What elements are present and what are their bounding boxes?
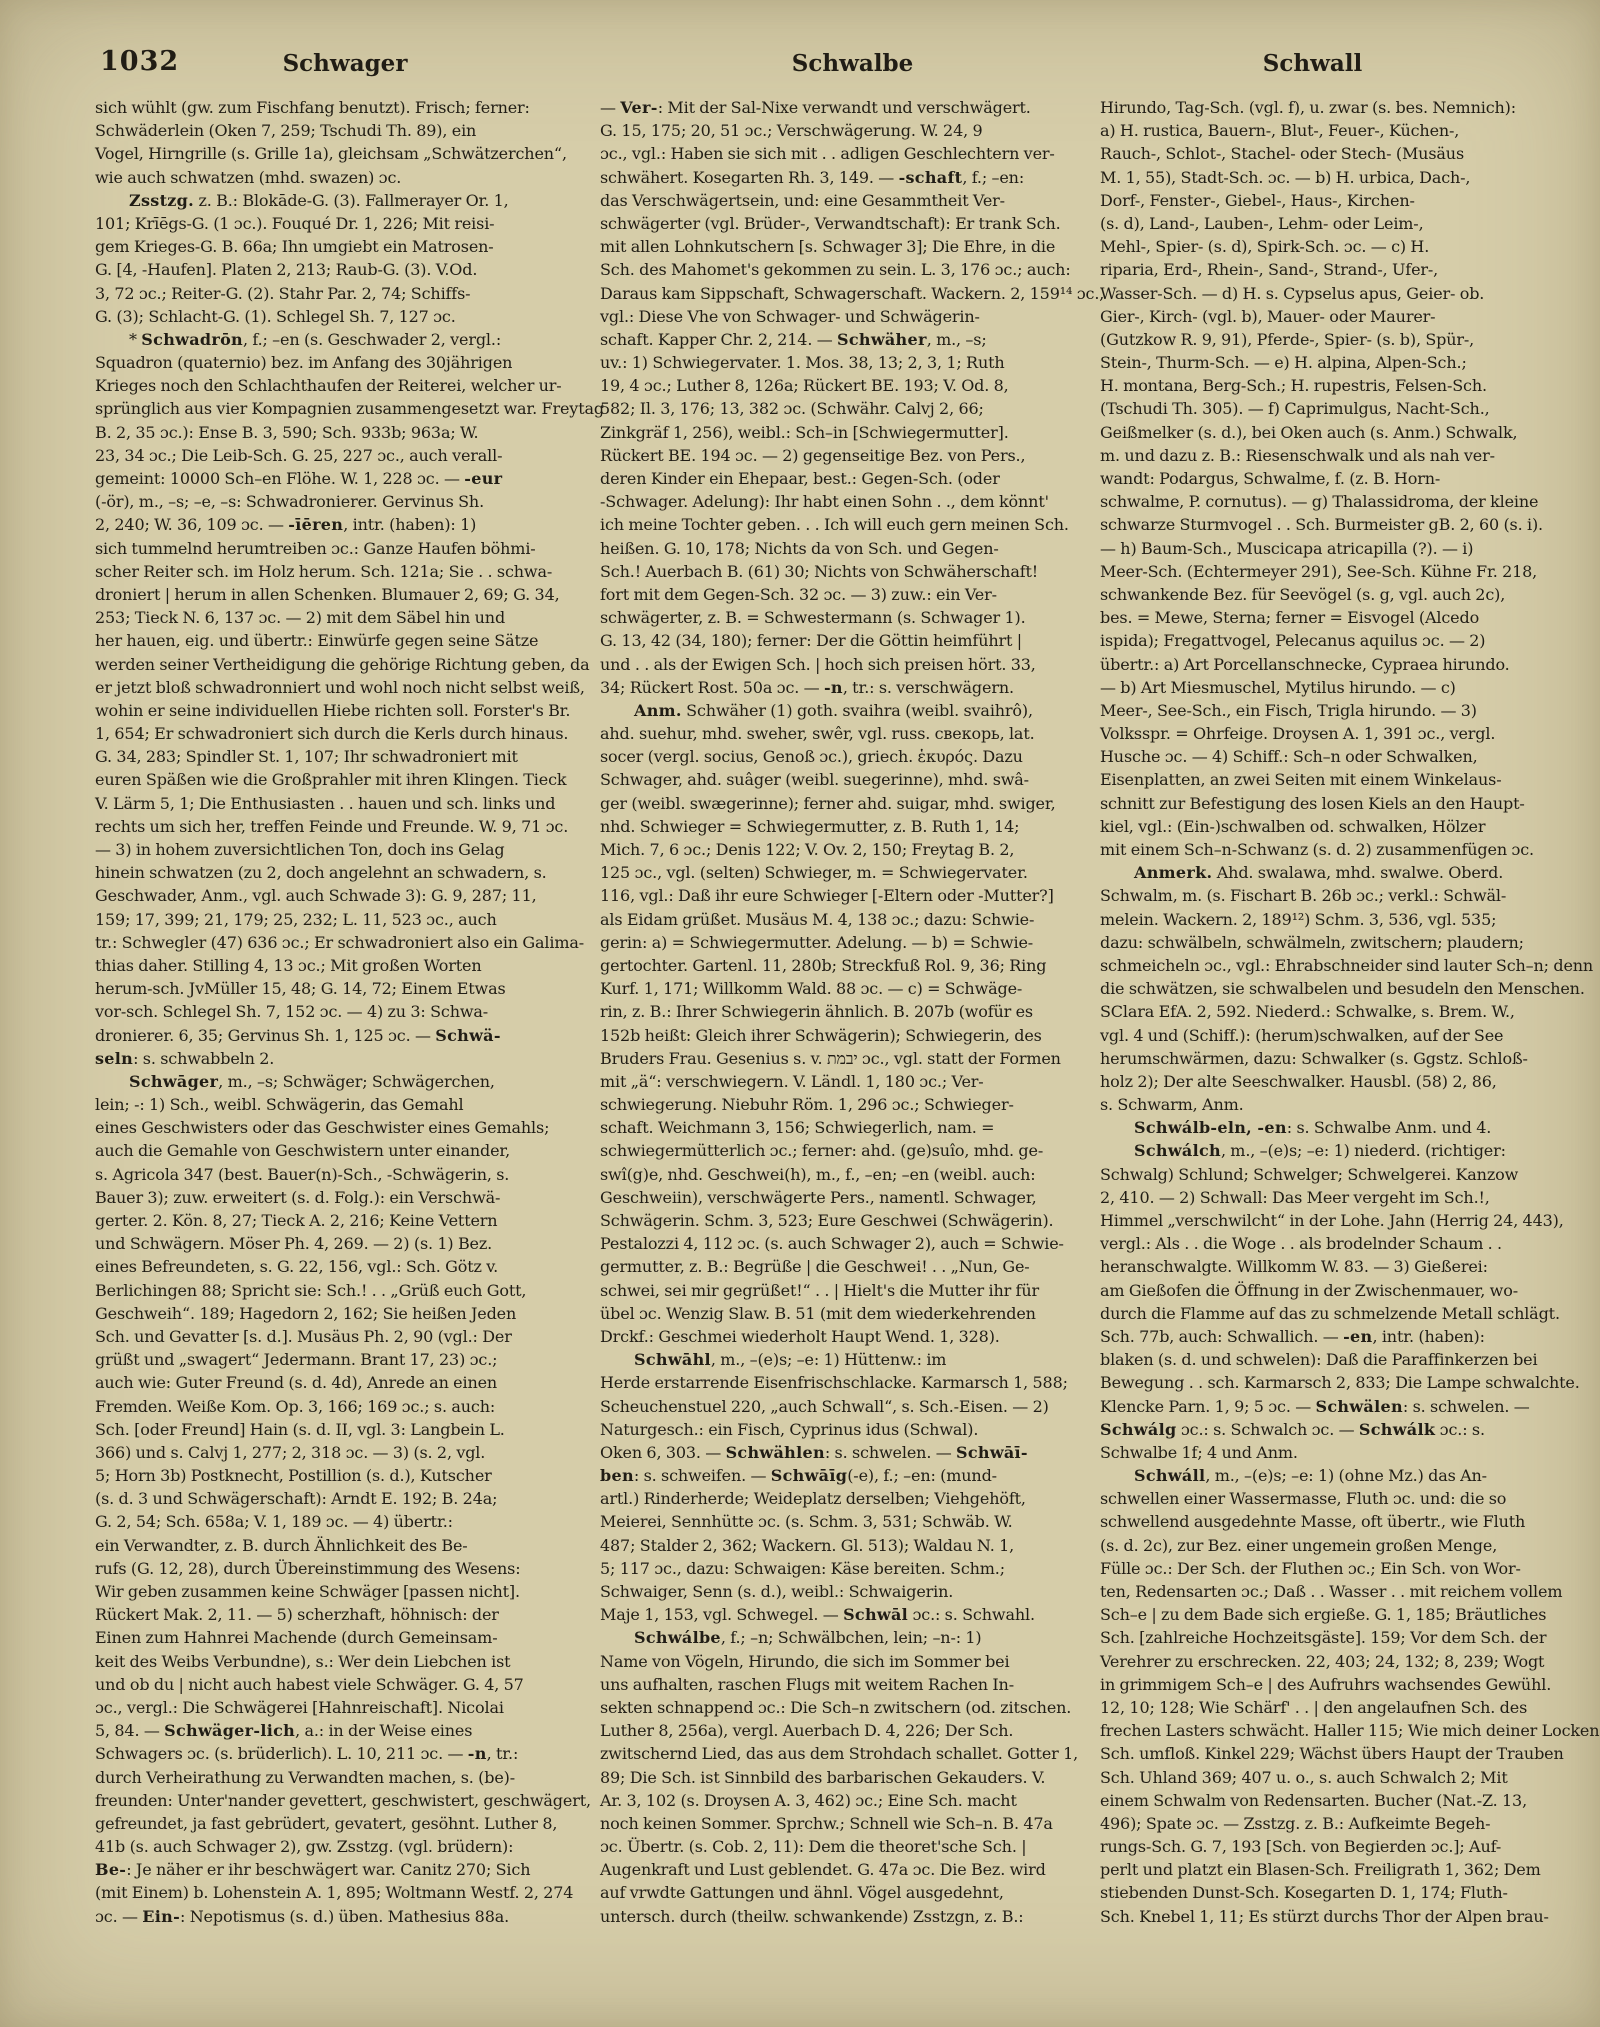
text-line: — h) Baum-Sch., Muscicapa atricapilla (?). — i) — [1100, 538, 1474, 558]
text-line: (s. d), Land-, Lauben-, Lehm- oder Leim-, — [1100, 213, 1424, 233]
text-line: (Gutzkow R. 9, 91), Pferde-, Spier- (s. b), Spür-, — [1100, 329, 1475, 349]
page-number: 1032 — [100, 46, 180, 77]
text-line: die schwätzen, sie schwalbelen und besudeln den Menschen. — [1100, 979, 1585, 999]
text-line: sich wühlt (gw. zum Fischfang benutzt). Frisch; ferner: — [95, 98, 530, 117]
text-line: H. montana, Berg-Sch.; H. rupestris, Felsen-Sch. — [1100, 376, 1487, 396]
text-line: ispida); Fregattvogel, Pelecanus aquilus ɔc. — 2) — [1100, 631, 1486, 651]
text-line: Pestalozzi 4, 112 ɔc. (s. auch Schwager 2), auch = Schwie- — [600, 1234, 1064, 1254]
text-line: Rückert Mak. 2, 11. — 5) scherzhaft, höhnisch: der — [95, 1605, 499, 1625]
text-line: Luther 8, 256a), vergl. Auerbach D. 4, 226; Der Sch. — [600, 1721, 1014, 1741]
text-column-middle — [600, 96, 1105, 1928]
text-line: uns aufhalten, raschen Flugs mit weitem Rachen In- — [600, 1674, 1014, 1694]
text-column-left — [95, 96, 604, 1928]
text-line: Naturgesch.: ein Fisch, Cyprinus idus (Schwal). — [600, 1419, 979, 1439]
column-header-schwalbe: Schwalbe — [791, 50, 914, 77]
text-line: Herde erstarrende Eisenfrischschlacke. Karmarsch 1, 588; — [600, 1373, 1068, 1393]
text-line: droniert | herum in allen Schenken. Blumauer 2, 69; G. 34, — [95, 584, 560, 604]
text-line: hinein schwatzen (zu 2, doch angelehnt an schwadern, s. — [95, 863, 547, 883]
text-line: * Schwadrōn, f.; –en (s. Geschwader 2, vergl.: — [129, 329, 502, 349]
text-line: heißen. G. 10, 178; Nichts da von Sch. und Gegen- — [600, 538, 999, 558]
text-line: auf vrwdte Gattungen und ähnl. Vögel ausgedehnt, — [600, 1883, 1004, 1903]
text-line: schwägerter, z. B. = Schwestermann (s. Schwager 1). — [600, 608, 1026, 628]
text-line: untersch. durch (theilw. schwankende) Zsstzgn, z. B.: — [600, 1906, 1024, 1926]
text-line: ten, Redensarten ɔc.; Daß . . Wasser . . mit reichem vollem — [1100, 1582, 1563, 1601]
text-line: Schwagers ɔc. (s. brüderlich). L. 10, 211 ɔc. — -n, tr.: — [95, 1744, 519, 1764]
text-line: vor-sch. Schlegel Sh. 7, 152 ɔc. — 4) zu 3: Schwa- — [95, 1002, 489, 1022]
text-line: als Eidam grüßet. Musäus M. 4, 138 ɔc.; dazu: Schwie- — [600, 909, 1035, 929]
text-line: SClara EfA. 2, 592. Niederd.: Schwalke, s. Brem. W., — [1100, 1002, 1515, 1022]
text-line: herum-sch. JvMüller 15, 48; G. 14, 72; Einem Etwas — [95, 979, 506, 999]
text-line: durch die Flamme auf das zu schmelzende Metall schlägt. — [1100, 1303, 1560, 1323]
text-line: noch keinen Sommer. Sprchw.; Schnell wie Sch–n. B. 47a — [600, 1813, 1053, 1833]
text-line: Hirundo, Tag-Sch. (vgl. f), u. zwar (s. bes. Nemnich): — [1100, 98, 1516, 117]
text-line: 253; Tieck N. 6, 137 ɔc. — 2) mit dem Säbel hin und — [95, 608, 506, 628]
text-line: dazu: schwälbeln, schwälmeln, zwitschern; plaudern; — [1100, 932, 1524, 952]
text-line: G. (3); Schlacht-G. (1). Schlegel Sh. 7, 127 ɔc. — [95, 306, 456, 326]
text-line: perlt und platzt ein Blasen-Sch. Freiligrath 1, 362; Dem — [1100, 1860, 1541, 1880]
text-line: das Verschwägertsein, und: eine Gesammtheit Ver- — [600, 190, 1005, 210]
text-line: herumschwärmen, dazu: Schwalker (s. Ggstz. Schloß- — [1100, 1048, 1528, 1068]
text-line: ɔc., vergl.: Die Schwägerei [Hahnreischaft]. Nicolai — [95, 1697, 504, 1717]
text-line: gem Krieges-G. B. 66a; Ihn umgiebt ein Matrosen- — [95, 237, 494, 257]
text-line: Mich. 7, 6 ɔc.; Denis 122; V. Ov. 2, 150; Freytag B. 2, — [600, 840, 1015, 859]
text-line: zwitschernd Lied, das aus dem Strohdach schallet. Gotter 1, — [600, 1744, 1079, 1764]
text-line: Geschweih“. 189; Hagedorn 2, 162; Sie heißen Jeden — [95, 1303, 517, 1323]
text-line: 487; Stalder 2, 362; Wackern. Gl. 513); Waldau N. 1, — [600, 1535, 1015, 1555]
text-line: 116, vgl.: Daß ihr eure Schwieger [-Eltern oder -Mutter?] — [600, 886, 1054, 906]
text-line: her hauen, eig. und übertr.: Einwürfe gegen seine Sätze — [95, 631, 539, 651]
text-line: Schwäderlein (Oken 7, 259; Tschudi Th. 89), ein — [95, 121, 477, 141]
text-line: Be-: Je näher er ihr beschwägert war. Canitz 270; Sich — [95, 1860, 531, 1880]
text-line: G. [4, -Haufen]. Platen 2, 213; Raub-G. (3). V.Od. — [95, 260, 478, 280]
text-line: Geschweiin), verschwägerte Pers., namentl. Schwager, — [600, 1187, 1037, 1207]
text-line: Sch. [oder Freund] Hain (s. d. II, vgl. 3: Langbein L. — [95, 1419, 505, 1439]
text-line: Gier-, Kirch- (vgl. b), Mauer- oder Maurer- — [1100, 306, 1436, 326]
text-line: holz 2); Der alte Seeschwalker. Hausbl. (58) 2, 86, — [1100, 1071, 1497, 1091]
text-line: nhd. Schwieger = Schwiegermutter, z. B. Ruth 1, 14; — [600, 816, 1020, 836]
text-line: s. Schwarm, Anm. — [1100, 1095, 1244, 1115]
text-line: M. 1, 55), Stadt-Sch. ɔc. — b) H. urbica, Dach-, — [1100, 167, 1471, 187]
text-line: (mit Einem) b. Lohenstein A. 1, 895; Woltmann Westf. 2, 274 — [95, 1883, 574, 1903]
text-line: Rauch-, Schlot-, Stachel- oder Stech- (Musäus — [1100, 144, 1465, 164]
text-column-right — [1100, 96, 1600, 1928]
text-line: Zinkgräf 1, 256), weibl.: Sch–in [Schwiegermutter]. — [600, 422, 1009, 442]
text-line: übertr.: a) Art Porcellanschnecke, Cypraea hirundo. — [1100, 654, 1510, 674]
text-line: (s. d. 2c), zur Bez. einer ungemein großen Menge, — [1100, 1535, 1498, 1555]
text-line: einem Schwalm von Redensarten. Bucher (Nat.-Z. 13, — [1100, 1790, 1528, 1810]
text-line: sprünglich aus vier Kompagnien zusammengesetzt war. Freytag — [95, 399, 604, 419]
text-line: Drckf.: Geschmei wiederholt Haupt Wend. 1, 328). — [600, 1326, 1000, 1346]
text-line: scher Reiter sch. im Holz herum. Sch. 121a; Sie . . schwa- — [95, 561, 553, 581]
text-line: schaft. Kapper Chr. 2, 214. — Schwäher, m., –s; — [600, 329, 987, 349]
text-line: swî(g)e, nhd. Geschwei(h), m., f., –en; –en (weibl. auch: — [600, 1164, 1036, 1184]
text-line: und Schwägern. Möser Ph. 4, 269. — 2) (s. 1) Bez. — [95, 1234, 493, 1254]
text-line: vgl.: Diese Vhe von Schwager- und Schwägerin- — [600, 306, 980, 326]
text-line: schwankende Bez. für Seevögel (s. g, vgl. auch 2c), — [1100, 584, 1506, 604]
text-line: Zsstzg. z. B.: Blokāde-G. (3). Fallmerayer Or. 1, — [129, 190, 509, 210]
text-line: Meer-, See-Sch., ein Fisch, Trigla hirundo. — 3) — [1100, 700, 1477, 720]
text-line: eines Befreundeten, s. G. 22, 156, vgl.: Sch. Götz v. — [95, 1257, 499, 1277]
text-line: 2, 410. — 2) Schwall: Das Meer vergeht im Sch.!, — [1100, 1187, 1490, 1207]
text-line: auch die Gemahle von Geschwistern unter einander, — [95, 1141, 511, 1161]
text-line: er jetzt bloß schwadronniert und wohl noch nicht selbst weiß, — [95, 677, 585, 697]
text-line: Husche ɔc. — 4) Schiff.: Sch–n oder Schwalken, — [1100, 747, 1478, 767]
text-line: — 3) in hohem zuversichtlichen Ton, doch ins Gelag — [95, 840, 505, 859]
text-line: deren Kinder ein Ehepaar, best.: Gegen-Sch. (oder — [600, 469, 1000, 488]
text-line: Sch–e | zu dem Bade sich ergieße. G. 1, 185; Bräutliches — [1100, 1605, 1547, 1625]
text-line: 34; Rückert Rost. 50a ɔc. — -n, tr.: s. verschwägern. — [600, 677, 1014, 697]
text-line: m. und dazu z. B.: Riesenschwalk und als nah ver- — [1100, 445, 1495, 465]
text-line: Anmerk. Ahd. swalawa, mhd. swalwe. Oberd. — [1134, 863, 1504, 883]
text-line: Fülle ɔc.: Der Sch. der Fluthen ɔc.; Ein Sch. von Wor- — [1100, 1558, 1521, 1578]
text-line: freunden: Unter'nander gevettert, geschwistert, geschwägert, — [95, 1790, 591, 1810]
text-line: fort mit dem Gegen-Sch. 32 ɔc. — 3) zuw.: ein Ver- — [600, 584, 997, 604]
text-line: rungs-Sch. G. 7, 193 [Sch. von Begierden ɔc.]; Auf- — [1100, 1837, 1502, 1857]
text-line: Sch. Knebel 1, 11; Es stürzt durchs Thor der Alpen brau- — [1100, 1906, 1549, 1926]
text-line: Stein-, Thurm-Sch. — e) H. alpina, Alpen-Sch.; — [1100, 353, 1467, 373]
text-line: s. Agricola 347 (best. Bauer(n)-Sch., -Schwägerin, s. — [95, 1164, 510, 1184]
text-line: uv.: 1) Schwiegervater. 1. Mos. 38, 13; 2, 3, 1; Ruth — [600, 353, 1005, 373]
text-line: Sch.! Auerbach B. (61) 30; Nichts von Schwäherschaft! — [600, 561, 1039, 581]
text-line: Sch. des Mahomet's gekommen zu sein. L. 3, 176 ɔc.; auch: — [600, 260, 1071, 280]
text-line: Fremden. Weiße Kom. Op. 3, 166; 169 ɔc.; s. auch: — [95, 1396, 496, 1416]
text-line: Rückert BE. 194 ɔc. — 2) gegenseitige Bez. von Pers., — [600, 445, 1026, 465]
text-line: (Tschudi Th. 305). — f) Caprimulgus, Nacht-Sch., — [1100, 399, 1490, 419]
text-line: schnitt zur Befestigung des losen Kiels an den Haupt- — [1100, 793, 1525, 813]
text-line: 5; Horn 3b) Postknecht, Postillion (s. d.), Kutscher — [95, 1466, 492, 1486]
text-line: Sch. [zahlreiche Hochzeitsgäste]. 159; Vor dem Sch. der — [1100, 1628, 1547, 1648]
text-line: schmeicheln ɔc., vgl.: Ehrabschneider sind lauter Sch–n; denn — [1100, 955, 1594, 975]
text-line: Schwalg) Schlund; Schwelger; Schwelgerei. Kanzow — [1100, 1164, 1519, 1184]
text-line: schwarze Sturmvogel . . Sch. Burmeister gB. 2, 60 (s. i). — [1100, 515, 1543, 535]
text-line: Scheuchenstuel 220, „auch Schwall“, s. Sch.-Eisen. — 2) — [600, 1396, 1049, 1416]
text-line: schwellen einer Wassermasse, Fluth ɔc. und: die so — [1100, 1489, 1507, 1509]
text-line: 3, 72 ɔc.; Reiter-G. (2). Stahr Par. 2, 74; Schiffs- — [95, 283, 471, 303]
text-line: Kurf. 1, 171; Willkomm Wald. 88 ɔc. — c) = Schwäge- — [600, 979, 1023, 999]
text-line: Krieges noch den Schlachthaufen der Reiterei, welcher ur- — [95, 376, 562, 396]
text-line: werden seiner Vertheidigung die gehörige Richtung geben, da — [95, 654, 590, 674]
text-line: Schwálg ɔc.: s. Schwalch ɔc. — Schwálk ɔc.: s. — [1100, 1419, 1485, 1439]
text-line: rufs (G. 12, 28), durch Übereinstimmung des Wesens: — [95, 1558, 521, 1578]
text-line: blaken (s. d. und schwelen): Daß die Paraffinkerzen bei — [1100, 1350, 1538, 1370]
text-line: Ar. 3, 102 (s. Droysen A. 3, 462) ɔc.; Eine Sch. macht — [600, 1790, 1017, 1810]
text-line: 41b (s. auch Schwager 2), gw. Zsstzg. (vgl. brüdern): — [95, 1837, 514, 1857]
text-line: grüßt und „swagert“ Jedermann. Brant 17, 23) ɔc.; — [95, 1350, 498, 1370]
text-line: 12, 10; 128; Wie Schärf' . . | den angelaufnen Sch. des — [1100, 1697, 1528, 1717]
text-line: Wasser-Sch. — d) H. s. Cypselus apus, Geier- ob. — [1100, 283, 1485, 303]
text-line: schwalme, P. cornutus). — g) Thalassidroma, der kleine — [1100, 492, 1539, 512]
text-line: Dorf-, Fenster-, Giebel-, Haus-, Kirchen- — [1100, 190, 1415, 210]
text-line: thias daher. Stilling 4, 13 ɔc.; Mit großen Worten — [95, 955, 482, 975]
text-line: Maje 1, 153, vgl. Schwegel. — Schwāl ɔc.: s. Schwahl. — [600, 1605, 1035, 1625]
text-line: Sch. umfloß. Kinkel 229; Wächst übers Haupt der Trauben — [1100, 1744, 1564, 1764]
text-line: Klencke Parn. 1, 9; 5 ɔc. — Schwälen: s. schwelen. — — [1100, 1396, 1530, 1416]
text-line: Geschwader, Anm., vgl. auch Schwade 3): G. 9, 287; 11, — [95, 886, 537, 906]
text-line: — Ver-: Mit der Sal-Nixe verwandt und verschwägert. — [600, 98, 1031, 117]
text-line: ɔc. — Ein-: Nepotismus (s. d.) üben. Mathesius 88a. — [95, 1906, 510, 1926]
text-line: rin, z. B.: Ihrer Schwiegerin ähnlich. B. 207b (wofür es — [600, 1002, 1033, 1022]
text-line: vgl. 4 und (Schiff.): (herum)schwalken, auf der See — [1100, 1025, 1504, 1045]
text-line: mit einem Sch–n-Schwanz (s. d. 2) zusammenfügen ɔc. — [1100, 840, 1534, 859]
text-line: Mehl-, Spier- (s. d), Spirk-Sch. ɔc. — c) H. — [1100, 237, 1430, 257]
text-line: artl.) Rinderherde; Weideplatz derselben; Viehgehöft, — [600, 1489, 1026, 1509]
text-line: wie auch schwatzen (mhd. swazen) ɔc. — [95, 167, 402, 187]
text-line: G. 15, 175; 20, 51 ɔc.; Verschwägerung. W. 24, 9 — [600, 121, 983, 141]
text-line: 159; 17, 399; 21, 179; 25, 232; L. 11, 523 ɔc., auch — [95, 909, 497, 929]
text-line: Einen zum Hahnrei Machende (durch Gemeinsam- — [95, 1628, 498, 1648]
text-line: dronierer. 6, 35; Gervinus Sh. 1, 125 ɔc. — Schwä- — [95, 1025, 501, 1045]
text-line: und . . als der Ewigen Sch. | hoch sich preisen hört. 33, — [600, 654, 1036, 674]
text-line: sich tummelnd herumtreiben ɔc.: Ganze Haufen böhmi- — [95, 538, 536, 558]
text-line: gefreundet, ja fast gebrüdert, gevatert, gesöhnt. Luther 8, — [95, 1813, 558, 1833]
text-line: mit „ä“: verschwiegern. V. Ländl. 1, 180 ɔc.; Ver- — [600, 1071, 984, 1091]
text-line: Squadron (quaternio) bez. im Anfang des 30jährigen — [95, 353, 513, 373]
text-line: ich meine Tochter geben. . . Ich will euch gern meinen Sch. — [600, 515, 1069, 535]
text-line: gerin: a) = Schwiegermutter. Adelung. — b) = Schwie- — [600, 932, 1034, 952]
text-line: Schwāhl, m., –(e)s; –e: 1) Hüttenw.: im — [634, 1350, 947, 1370]
text-line: — b) Art Miesmuschel, Mytilus hirundo. — c) — [1100, 677, 1456, 697]
text-line: a) H. rustica, Bauern-, Blut-, Feuer-, Küchen-, — [1100, 121, 1460, 141]
text-line: Meer-Sch. (Echtermeyer 291), See-Sch. Kühne Fr. 218, — [1100, 561, 1538, 581]
text-line: 366) und s. Calvj 1, 277; 2, 318 ɔc. — 3) (s. 2, vgl. — [95, 1442, 486, 1462]
text-line: Bauer 3); zuw. erweitert (s. d. Folg.): ein Verschwä- — [95, 1187, 501, 1207]
text-line: übel ɔc. Wenzig Slaw. B. 51 (mit dem wiederkehrenden — [600, 1303, 1036, 1323]
text-line: vergl.: Als . . die Woge . . als brodelnder Schaum . . — [1100, 1234, 1502, 1254]
text-line: V. Lärm 5, 1; Die Enthusiasten . . hauen und sch. links und — [95, 793, 556, 813]
text-line: schwei, sei mir gegrüßet!“ . . | Hielt's die Mutter ihr für — [600, 1280, 1039, 1300]
text-line: und ob du | nicht auch habest viele Schwäger. G. 4, 57 — [95, 1674, 524, 1694]
text-line: Vogel, Hirngrille (s. Grille 1a), gleichsam „Schwätzerchen“, — [95, 144, 567, 164]
text-line: in grimmigem Sch–e | des Aufruhrs wachsendes Gewühl. — [1100, 1674, 1552, 1694]
text-line: Schwager, ahd. suâger (weibl. suegerinne), mhd. swâ- — [600, 770, 1029, 790]
text-line: Geißmelker (s. d.), bei Oken auch (s. Anm.) Schwalk, — [1100, 422, 1518, 442]
text-line: 496); Spate ɔc. — Zsstzg. z. B.: Aufkeimte Begeh- — [1100, 1813, 1491, 1833]
text-line: schwähert. Kosegarten Rh. 3, 149. — -schaft, f.; –en: — [600, 167, 1025, 187]
text-line: Augenkraft und Lust geblendet. G. 47a ɔc. Die Bez. wird — [600, 1860, 1046, 1880]
text-line: 582; Il. 3, 176; 13, 382 ɔc. (Schwähr. Calvj 2, 66; — [600, 399, 984, 419]
text-line: sekten schnappend ɔc.: Die Sch–n zwitschern (od. zitschen. — [600, 1697, 1072, 1717]
text-line: Schwálbe, f.; –n; Schwälbchen, lein; –n-: 1) — [634, 1628, 982, 1648]
text-line: wandt: Podargus, Schwalme, f. (z. B. Horn- — [1100, 469, 1441, 488]
text-line: schaft. Weichmann 3, 156; Schwiegerlich, nam. = — [600, 1118, 995, 1138]
text-line: schwiegerung. Niebuhr Röm. 1, 296 ɔc.; Schwieger- — [600, 1095, 1014, 1115]
text-line: frechen Lasters schwächt. Haller 115; Wie mich deiner Locken — [1100, 1721, 1600, 1741]
text-line: ɔc., vgl.: Haben sie sich mit . . adligen Geschlechtern ver- — [600, 144, 1055, 164]
text-line: auch wie: Guter Freund (s. d. 4d), Anrede an einen — [95, 1373, 498, 1393]
text-line: 19, 4 ɔc.; Luther 8, 126a; Rückert BE. 193; V. Od. 8, — [600, 376, 1009, 396]
text-line: Bewegung . . sch. Karmarsch 2, 833; Die Lampe schwalchte. — [1100, 1373, 1580, 1393]
text-line: 23, 34 ɔc.; Die Leib-Sch. G. 25, 227 ɔc., auch verall- — [95, 445, 503, 465]
text-line: Verehrer zu erschrecken. 22, 403; 24, 132; 8, 239; Wogt — [1100, 1651, 1545, 1671]
text-line: melein. Wackern. 2, 189¹²) Schm. 3, 536, vgl. 535; — [1100, 909, 1497, 929]
text-line: eines Geschwisters oder das Geschwister eines Gemahls; — [95, 1118, 550, 1138]
text-line: heranschwalgte. Willkomm W. 83. — 3) Gießerei: — [1100, 1257, 1488, 1277]
text-line: seln: s. schwabbeln 2. — [95, 1048, 275, 1068]
text-line: lein; -: 1) Sch., weibl. Schwägerin, das Gemahl — [95, 1095, 464, 1115]
text-line: (s. d. 3 und Schwägerschaft): Arndt E. 192; B. 24a; — [95, 1489, 498, 1509]
text-line: riparia, Erd-, Rhein-, Sand-, Strand-, Ufer-, — [1100, 260, 1439, 280]
text-line: 101; Krīēgs-G. (1 ɔc.). Fouqué Dr. 1, 226; Mit reisi- — [95, 213, 495, 233]
text-line: 5; 117 ɔc., dazu: Schwaigen: Käse bereiten. Schm.; — [600, 1558, 1005, 1578]
text-line: 89; Die Sch. ist Sinnbild des barbarischen Gekauders. V. — [600, 1767, 1046, 1787]
text-line: 1, 654; Er schwadroniert sich durch die Kerls durch hinaus. — [95, 724, 569, 744]
text-line: G. 34, 283; Spindler St. 1, 107; Ihr schwadroniert mit — [95, 747, 518, 767]
text-line: tr.: Schwegler (47) 636 ɔc.; Er schwadroniert also ein Galima- — [95, 932, 585, 952]
text-line: mit allen Lohnkutschern [s. Schwager 3]; Die Ehre, in die — [600, 237, 1056, 257]
text-line: Berlichingen 88; Spricht sie: Sch.! . . „Grüß euch Gott, — [95, 1280, 527, 1300]
text-line: gerter. 2. Kön. 8, 27; Tieck A. 2, 216; Keine Vettern — [95, 1211, 498, 1230]
text-line: -Schwager. Adelung): Ihr habt einen Sohn . ., dem könnt' — [600, 492, 1049, 512]
text-line: durch Verheirathung zu Verwandten machen, s. (be)- — [95, 1767, 516, 1787]
text-line: Himmel „verschwilcht“ in der Lohe. Jahn (Herrig 24, 443), — [1100, 1211, 1564, 1230]
text-line: Volksspr. = Ohrfeige. Droysen A. 1, 391 ɔc., vergl. — [1100, 724, 1496, 744]
text-line: Sch. 77b, auch: Schwallich. — -en, intr. (haben): — [1100, 1326, 1485, 1346]
text-line: Schwaiger, Senn (s. d.), weibl.: Schwaigerin. — [600, 1582, 954, 1601]
text-line: socer (vergl. socius, Genoß ɔc.), griech. ἑκυρός. Dazu — [600, 747, 1023, 767]
text-line: ben: s. schweifen. — Schwāīg(-e), f.; –en: (mund- — [600, 1466, 997, 1486]
text-line: Bruders Frau. Gesenius s. v. יבמת ɔc., vgl. statt der Formen — [600, 1048, 1061, 1068]
text-line: B. 2, 35 ɔc.): Ense B. 3, 590; Sch. 933b; 963a; W. — [95, 422, 479, 442]
text-line: Schwalm, m. (s. Fischart B. 26b ɔc.; verkl.: Schwäl- — [1100, 886, 1507, 906]
text-line: gertochter. Gartenl. 11, 280b; Streckfuß Rol. 9, 36; Ring — [600, 955, 1047, 975]
text-line: (-ör), m., –s; –e, –s: Schwadronierer. Gervinus Sh. — [95, 492, 485, 512]
column-header-schwall: Schwall — [1262, 50, 1363, 77]
text-line: Schwägerin. Schm. 3, 523; Eure Geschwei (Schwägerin). — [600, 1211, 1054, 1230]
text-line: schwellend ausgedehnte Masse, oft übertr., wie Fluth — [1100, 1512, 1526, 1532]
text-line: gemeint: 10000 Sch–en Flöhe. W. 1, 228 ɔc. — -eur — [95, 469, 503, 488]
text-line: G. 13, 42 (34, 180); ferner: Der die Göttin heimführt | — [600, 631, 1022, 651]
text-line: Anm. Schwäher (1) goth. svaihra (weibl. svaihrô), — [634, 700, 1033, 720]
column-header-schwager: Schwager — [282, 50, 408, 77]
text-line: Schwáll, m., –(e)s; –e: 1) (ohne Mz.) das An- — [1134, 1466, 1487, 1486]
text-line: ɔc. Übertr. (s. Cob. 2, 11): Dem die theoret'sche Sch. | — [600, 1837, 1027, 1857]
text-line: Daraus kam Sippschaft, Schwagerschaft. Wackern. 2, 159¹⁴ ɔc., — [600, 283, 1105, 303]
text-line: ahd. suehur, mhd. sweher, swêr, vgl. russ. свекорь, lat. — [600, 724, 1035, 744]
text-line: ein Verwandter, z. B. durch Ähnlichkeit des Be- — [95, 1535, 468, 1555]
text-line: euren Späßen wie die Großprahler mit ihren Klingen. Tieck — [95, 770, 567, 790]
text-line: Oken 6, 303. — Schwählen: s. schwelen. — Schwāī- — [600, 1442, 1028, 1462]
text-line: Wir geben zusammen keine Schwäger [passen nicht]. — [95, 1582, 520, 1601]
text-line: Schwálch, m., –(e)s; –e: 1) niederd. (richtiger: — [1134, 1141, 1506, 1161]
text-line: 125 ɔc., vgl. (selten) Schwieger, m. = Schwiegervater. — [600, 863, 1028, 883]
text-line: germutter, z. B.: Begrüße | die Geschwei! . . „Nun, Ge- — [600, 1257, 1030, 1277]
text-line: schwägerter (vgl. Brüder-, Verwandtschaft): Er trank Sch. — [600, 213, 1061, 233]
text-line: Meierei, Sennhütte ɔc. (s. Schm. 3, 531; Schwäb. W. — [600, 1512, 1013, 1532]
text-line: bes. = Mewe, Sterna; ferner = Eisvogel (Alcedo — [1100, 608, 1480, 628]
text-line: wohin er seine individuellen Hiebe richten soll. Forster's Br. — [95, 700, 571, 720]
text-line: Schwalbe 1f; 4 und Anm. — [1100, 1442, 1298, 1462]
text-line: 5, 84. — Schwäger-lich, a.: in der Weise eines — [95, 1721, 473, 1741]
text-line: G. 2, 54; Sch. 658a; V. 1, 189 ɔc. — 4) übertr.: — [95, 1512, 453, 1532]
text-line: kiel, vgl.: (Ein-)schwalben od. schwalken, Hölzer — [1100, 816, 1486, 836]
text-line: Schwálb-eln, -en: s. Schwalbe Anm. und 4. — [1134, 1118, 1492, 1138]
text-line: Eisenplatten, an zwei Seiten mit einem Winkelaus- — [1100, 770, 1502, 790]
text-line: am Gießofen die Öffnung in der Zwischenmauer, wo- — [1100, 1280, 1518, 1300]
text-line: 2, 240; W. 36, 109 ɔc. — -īēren, intr. (haben): 1) — [95, 515, 477, 535]
text-line: Sch. Uhland 369; 407 u. o., s. auch Schwalch 2; Mit — [1100, 1767, 1508, 1787]
text-line: rechts um sich her, treffen Feinde und Freunde. W. 9, 71 ɔc. — [95, 816, 569, 836]
text-line: Schwāger, m., –s; Schwäger; Schwägerchen, — [129, 1071, 495, 1091]
text-line: schwiegermütterlich ɔc.; ferner: ahd. (ge)suîo, mhd. ge- — [600, 1141, 1044, 1161]
text-line: keit des Weibs Verbundne), s.: Wer dein Liebchen ist — [95, 1651, 511, 1671]
text-line: 152b heißt: Gleich ihrer Schwägerin); Schwiegerin, des — [600, 1025, 1042, 1045]
text-line: ger (weibl. swægerinne); ferner ahd. suigar, mhd. swiger, — [600, 793, 1056, 813]
text-line: Sch. und Gevatter [s. d.]. Musäus Ph. 2, 90 (vgl.: Der — [95, 1326, 512, 1346]
text-line: Name von Vögeln, Hirundo, die sich im Sommer bei — [600, 1651, 1010, 1671]
text-line: stiebenden Dunst-Sch. Kosegarten D. 1, 174; Fluth- — [1100, 1883, 1508, 1903]
